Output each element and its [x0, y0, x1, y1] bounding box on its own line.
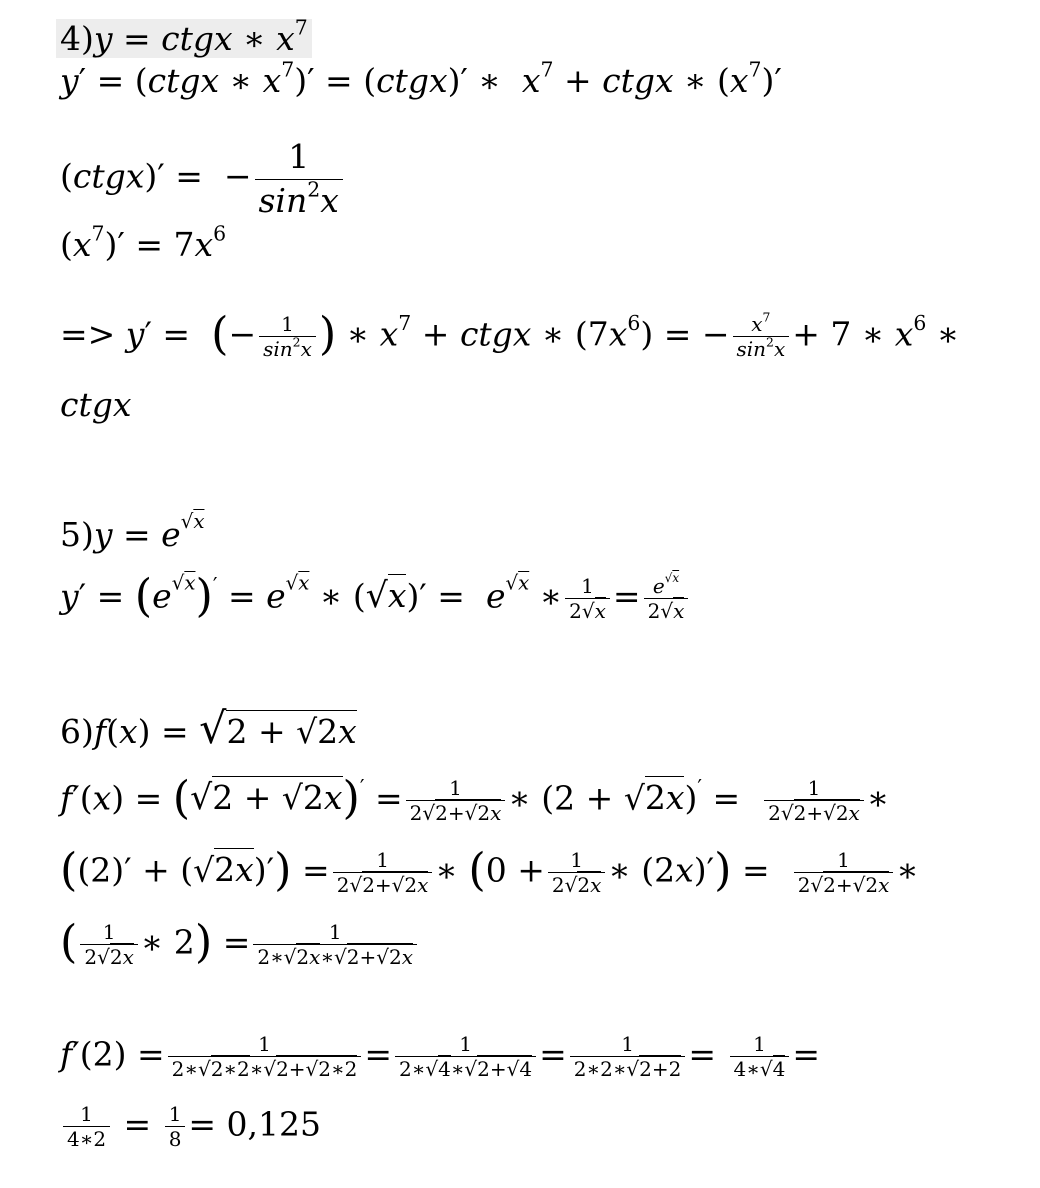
p6-line3: ((2)′ + (√2x)′) = $\frac{1}{2√2+√2x}$ ∗ (0 + $\frac{1}{2√2x}$ ∗ (2x)′) = $\frac{1}{2√2+√2x}$ ∗ [60, 844, 919, 897]
p4-line1: 4)y = ctgx ∗ $x^7$ [60, 22, 312, 55]
p6-line5: f′(2) = $\frac{1}{2∗√2∗2∗√2+√2∗2}$ = $\frac{1}{2∗√4∗√2+√4}$ = $\frac{1}{2∗2∗√2+2}$ = $\frac{1}{4∗√4}$ = [60, 1032, 820, 1081]
p4-line6: ctgx [60, 385, 132, 424]
p6-line4: ( $\frac{1}{2√2x}$ ∗ 2) = $\frac{1}{2∗√2x∗√2+√2x}$ [60, 920, 420, 967]
p6-line2: f′(x) = (√2 + √2x)′ = $\frac{1}{2√2+√2x}$ ∗ (2 + √2x)′ = $\frac{1}{2√2+√2x}$ ∗ [60, 772, 890, 825]
p4-line5: => y′ = (− $\frac{1}{\sin^2x}$ ) ∗ $x^7$ + ctgx ∗ $(7x^6)$ = − $\frac{x^7}{\sin^2x}$ + 7 ∗ $x^6$ ∗ [60, 308, 960, 361]
p4-line2: y′ = (ctgx ∗ $x^7)'$ = (ctgx)′ ∗ $x^7$ + ctgx ∗ $(x^7)'$ [60, 57, 782, 100]
p5-line1: $5)y = e^{√x}$ [60, 510, 205, 554]
p6-line6: $\frac{1}{4∗2}$ = $\frac{1}{8}$ = 0,125 [60, 1104, 321, 1149]
p4-line3: (ctgx)′ = − $\frac{1}{\sin^2x}$ [60, 140, 346, 217]
p4-line4: $(x^7)' = 7x^6$ [60, 221, 227, 264]
p5-line2: $y' = (e^{√x})' = e^{√x}$ ∗ $(√x)' = e^{√x}$ ∗ $\frac{1}{2√x}$ = $\frac{e^{√x}}{2√x}$ [60, 574, 691, 621]
p6-line1: 6)f(x) = √2 + √2x [60, 704, 357, 754]
